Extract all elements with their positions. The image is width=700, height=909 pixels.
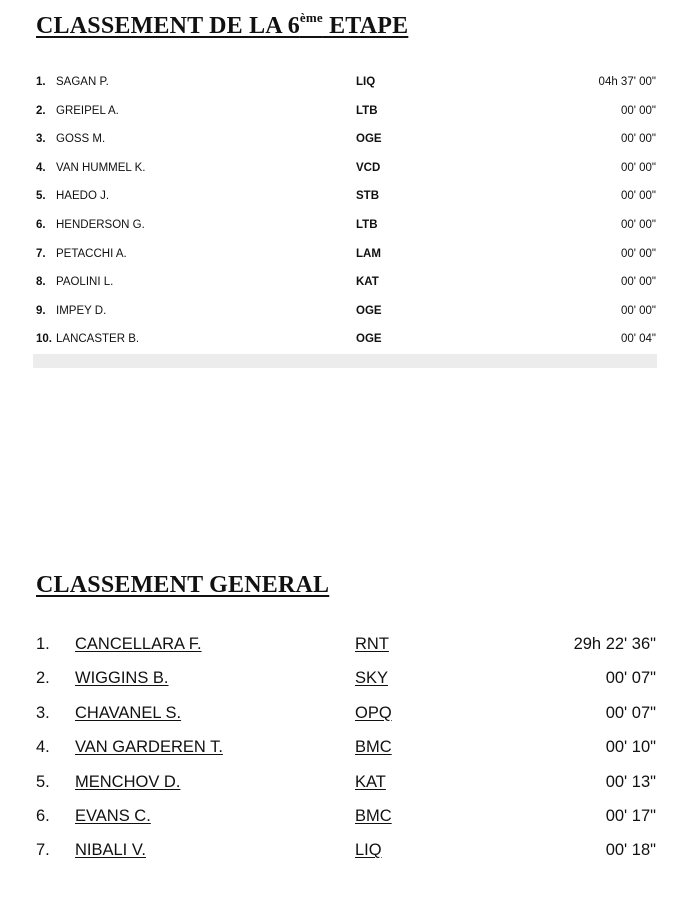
team-code: LIQ [356,76,376,88]
team-code-link[interactable]: OPQ [355,703,392,722]
stage-classification-table [36,68,656,354]
rider-name: PETACCHI A. [56,247,127,260]
team-code-link[interactable]: SKY [355,669,389,688]
rider-name-link[interactable]: EVANS C. [75,806,151,825]
stage-classification-title [36,12,408,40]
table-row [36,835,656,869]
time: 00' 00" [620,104,656,117]
team-code-link[interactable]: KAT [355,772,386,791]
team-code: LTB [356,104,378,117]
time: 00' 00" [620,304,656,317]
rank: 4. [36,161,46,174]
rider-name: HENDERSON G. [56,218,145,231]
rider-name: GREIPEL A. [56,104,119,117]
table-row [36,182,656,211]
rider-name-link[interactable]: WIGGINS B. [75,669,169,688]
team-code-link[interactable]: BMC [355,806,392,825]
rank: 4. [36,738,50,757]
time: 00' 00" [620,190,656,203]
time: 00' 18" [605,841,656,860]
time: 00' 17" [605,806,656,825]
rank: 2. [36,669,50,688]
team-code: LTB [356,218,378,231]
table-row [36,325,656,354]
time: 04h 37' 00" [598,76,656,88]
team-code: OGE [356,333,382,346]
rider-name-link[interactable]: MENCHOV D. [75,772,181,791]
rider-name: HAEDO J. [56,190,110,203]
table-row [36,297,656,326]
table-row [36,629,656,663]
table-row [36,663,656,697]
rider-name: SAGAN P. [56,76,109,88]
general-classification-title: CLASSEMENT GENERAL [36,572,330,598]
stage-title-prefix: CLASSEMENT DE LA 6 [36,13,300,39]
rank: 3. [36,133,46,146]
rider-name-link[interactable]: NIBALI V. [75,841,146,860]
table-row [36,268,656,297]
time: 00' 00" [620,247,656,260]
time: 00' 10" [605,738,656,757]
time: 00' 00" [620,161,656,174]
rank: 6. [36,218,46,231]
time: 00' 13" [605,772,656,791]
rank: 7. [36,247,46,260]
table-row [36,154,656,183]
table-row [36,97,656,126]
rider-name: GOSS M. [56,133,106,146]
team-code-link[interactable]: RNT [355,635,389,653]
rider-name-link[interactable]: CHAVANEL S. [75,703,182,722]
table-row [36,801,656,835]
rank: 8. [36,276,46,289]
team-code-link[interactable]: BMC [355,738,392,757]
table-row [36,732,656,766]
time: 00' 07" [605,703,656,722]
rank: 5. [36,772,50,791]
team-code: OGE [356,304,382,317]
team-code: VCD [356,161,381,174]
team-code: KAT [356,276,379,289]
rank: 3. [36,703,50,722]
rank: 9. [36,304,46,317]
rider-name-link[interactable]: VAN GARDEREN T. [75,738,223,757]
table-row [36,240,656,269]
rider-name: LANCASTER B. [56,333,140,346]
rider-name-link[interactable]: CANCELLARA F. [75,635,202,653]
stage-title-suffix: ETAPE [322,13,409,39]
general-classification-table [36,629,656,870]
table-row [36,125,656,154]
time: 29h 22' 36" [573,635,656,653]
rank: 1. [36,76,46,88]
time: 00' 04" [620,333,656,346]
team-code: OGE [356,133,382,146]
team-code-link[interactable]: LIQ [355,841,382,860]
rank: 1. [36,635,50,653]
stage-title-superscript: ème [299,10,323,25]
rider-name: IMPEY D. [56,304,107,317]
table-row [36,211,656,240]
team-code: LAM [356,247,381,260]
rank: 2. [36,104,46,117]
time: 00' 00" [620,276,656,289]
table-row [36,698,656,732]
rider-name: PAOLINI L. [56,276,114,289]
rider-name: VAN HUMMEL K. [56,161,146,174]
rank: 6. [36,806,50,825]
table-row [36,767,656,801]
table-footer-bar [33,354,657,368]
rank: 10. [36,333,52,346]
rank: 5. [36,190,46,203]
table-row [36,68,656,97]
rank: 7. [36,841,50,860]
time: 00' 07" [605,669,656,688]
time: 00' 00" [620,133,656,146]
time: 00' 00" [620,218,656,231]
team-code: STB [356,190,379,203]
